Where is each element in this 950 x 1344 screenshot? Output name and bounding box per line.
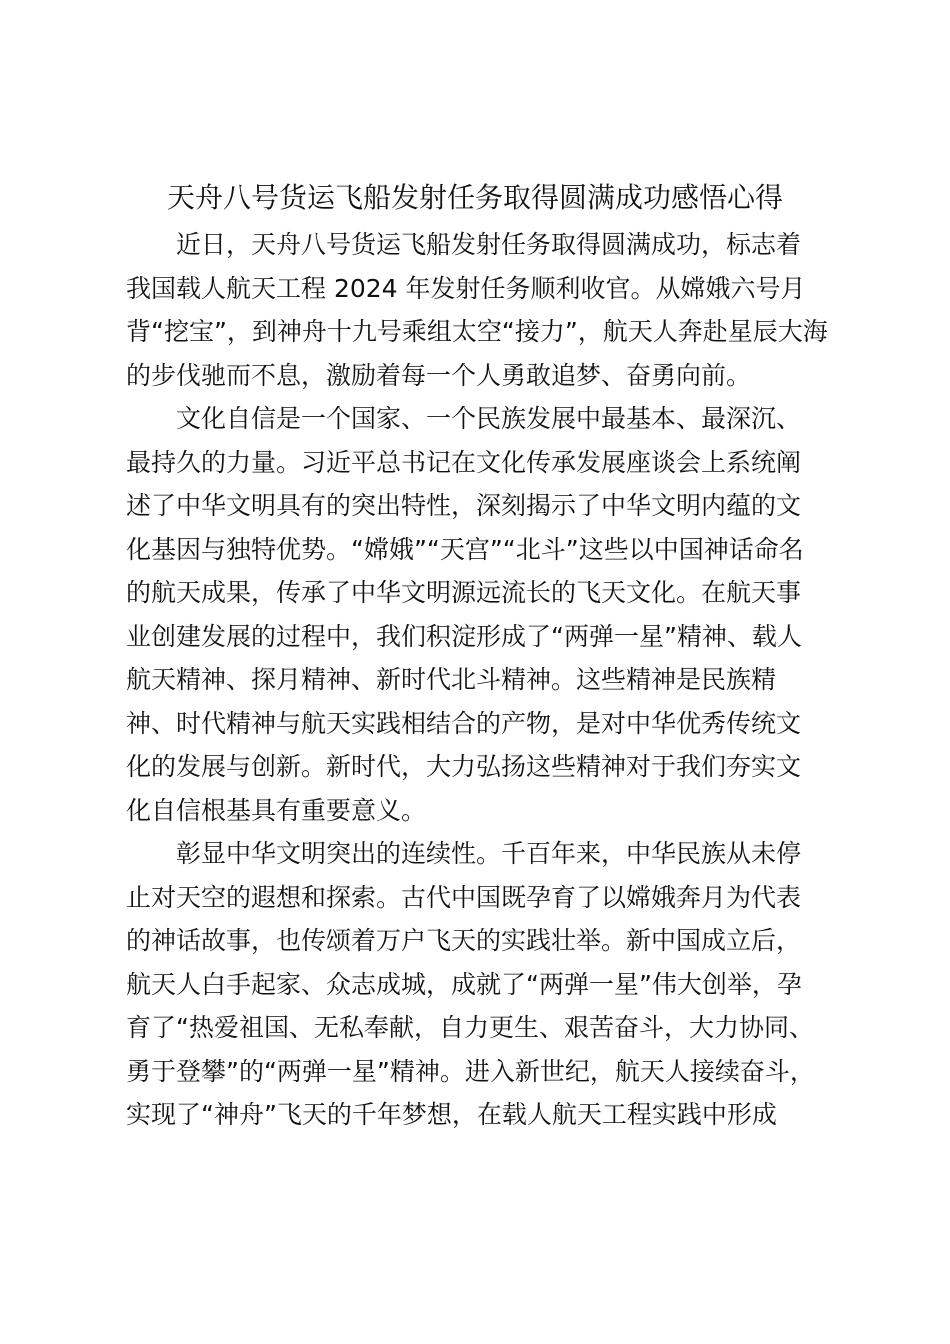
text-line: 业创建发展的过程中，我们积淀形成了“两弹一星”精神、载人 [126,621,802,651]
text-line: 止对天空的遐想和探索。古代中国既孕育了以嫦娥奔月为代表 [126,882,802,912]
text-line: 实现了“神舟”飞天的千年梦想，在载人航天工程实践中形成 [126,1100,777,1129]
text-line: 文化自信是一个国家、一个民族发展中最基本、最深沉、 [176,404,802,433]
text-line: 化基因与独特优势。“嫦娥”“天宫”“北斗”这些以中国神话命名 [126,534,804,564]
text-line: 航天精神、探月精神、新时代北斗精神。这些精神是民族精 [126,665,777,694]
document-body [126,223,826,1137]
text-line: 育了“热爱祖国、无私奉献，自力更生、艰苦奋斗，大力协同、 [126,1013,814,1042]
paragraph-3 [126,832,826,1137]
document-title: 天舟八号货运飞船发射任务取得圆满成功感悟心得 [166,181,783,214]
text-line: 化的发展与创新。新时代，大力弘扬这些精神对于我们夯实文 [126,752,802,781]
text-line: 述了中华文明具有的突出特性，深刻揭示了中华文明内蕴的文 [126,491,802,520]
text-line: 背“挖宝”，到神舟十九号乘组太空“接力”，航天人奔赴星辰大海 [126,317,828,346]
text-line: 近日，天舟八号货运飞船发射任务取得圆满成功，标志着 [176,230,802,259]
text-line: 的航天成果，传承了中华文明源远流长的飞天文化。在航天事 [126,578,802,607]
text-line: 彰显中华文明突出的连续性。千百年来，中华民族从未停 [176,839,802,868]
text-line: 勇于登攀”的“两弹一星”精神。进入新世纪，航天人接续奋斗， [126,1056,815,1086]
text-line: 我国载人航天工程 2024 年发射任务顺利收官。从嫦娥六号月 [126,273,806,303]
text-line: 最持久的力量。习近平总书记在文化传承发展座谈会上系统阐 [126,447,802,477]
text-line: 神、时代精神与航天实践相结合的产物，是对中华优秀传统文 [126,708,802,738]
text-line: 的步伐驰而不息，激励着每一个人勇敢追梦、奋勇向前。 [126,360,752,390]
paragraph-2 [126,397,826,832]
text-line: 航天人白手起家、众志成城，成就了“两弹一星”伟大创举，孕 [126,969,802,999]
text-line: 化自信根基具有重要意义。 [126,795,427,825]
paragraph-1 [126,223,826,397]
text-line: 的神话故事，也传颂着万户飞天的实践壮举。新中国成立后， [126,926,802,955]
